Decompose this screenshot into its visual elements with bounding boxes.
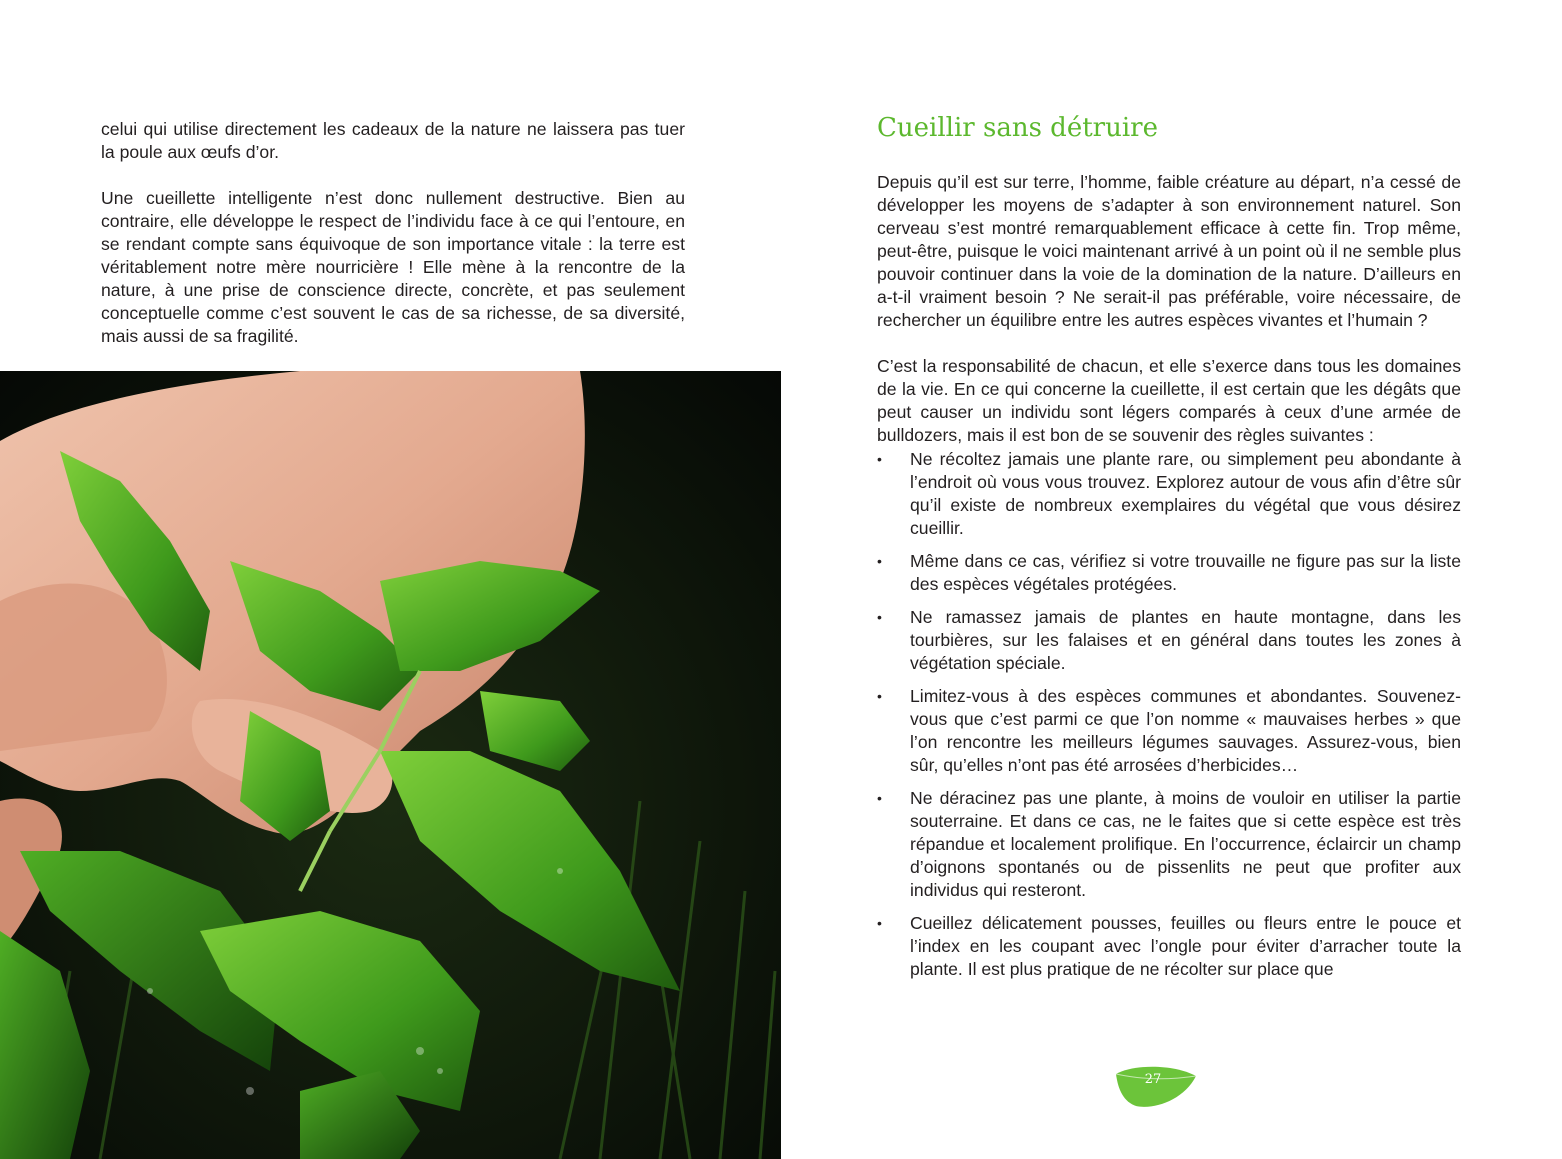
rule-item (877, 787, 1461, 902)
rule-text: Cueillez délicatement pousses, feuilles ou fleurs entre le pouce et l’index en les coupant avec l’ongle pour éviter d’arracher toute la plante. Il est plus pratique de ne récolter sur place que (910, 913, 1461, 979)
left-paragraph-1: celui qui utilise directement les cadeaux de la nature ne laissera pas tuer la poule aux œufs d’or. (101, 119, 685, 162)
leaf-icon (1114, 1064, 1198, 1110)
page-number: 27 (1144, 1072, 1162, 1087)
right-paragraph-2: C’est la responsabilité de chacun, et elle s’exerce dans tous les domaines de la vie. En ce qui concerne la cueillette, il est certain que les dégâts que peut causer un individu sont légers comparés à ceux d’une armée de bulldozers, mais il est bon de se souvenir des règles suivantes : (877, 356, 1461, 445)
rule-item (877, 685, 1461, 777)
bullet-icon: • (877, 790, 882, 806)
bullet-icon: • (877, 451, 882, 467)
rule-text: Limitez-vous à des espèces communes et abondantes. Souvenez-vous que c’est parmi ce que l’on nomme « mauvaises herbes » que l’on rencontre les meilleurs légumes sauvages. Assurez-vous, bien sûr, qu’elles n’ont pas été arrosées d’herbicides… (910, 686, 1461, 775)
section-heading: Cueillir sans détruire (877, 113, 1158, 143)
bullet-icon: • (877, 553, 882, 569)
left-paragraph-2: Une cueillette intelligente n’est donc nullement destructive. Bien au contraire, elle développe le respect de l’individu face à ce qui l’entoure, en se rendant compte sans équivoque de son importance vitale : la terre est véritablement notre mère nourricière ! Elle mène à la rencontre de la nature, à une prise de conscience directe, concrète, et pas seulement conceptuelle comme c’est souvent le cas de sa richesse, de sa diversité, mais aussi de sa fragilité. (101, 188, 685, 346)
rule-item (877, 550, 1461, 596)
bullet-icon: • (877, 688, 882, 704)
right-paragraph-1: Depuis qu’il est sur terre, l’homme, faible créature au départ, n’a cessé de développer les moyens de s’adapter à son environnement naturel. Son cerveau s’est montré remarquablement efficace à cette fin. Trop même, peut-être, puisque le voici maintenant arrivé à un point où il ne semble plus pouvoir continuer dans la voie de la domination de la nature. D’ailleurs en a-t-il vraiment besoin ? Ne serait-il pas préférable, voire nécessaire, de rechercher un équilibre entre les autres espèces vivantes et l’humain ? (877, 172, 1461, 330)
rule-text: Même dans ce cas, vérifiez si votre trouvaille ne figure pas sur la liste des espèces végétales protégées. (910, 551, 1461, 594)
bullet-icon: • (877, 915, 882, 931)
page-number-badge (1114, 1064, 1198, 1110)
rule-text: Ne ramassez jamais de plantes en haute montagne, dans les tourbières, sur les falaises et en général dans toutes les zones à végétation spéciale. (910, 607, 1461, 673)
bullet-icon: • (877, 609, 882, 625)
nettle-photo-illustration (0, 371, 781, 1159)
rule-item (877, 606, 1461, 675)
nettle-photo (0, 371, 781, 1159)
rule-item (877, 448, 1461, 540)
rules-list (877, 448, 1461, 981)
right-page-text (877, 112, 1461, 991)
left-page-text (101, 118, 685, 371)
rule-item (877, 912, 1461, 981)
rule-text: Ne déracinez pas une plante, à moins de vouloir en utiliser la partie souterraine. Et dans ce cas, ne le faites que si cette espèce est très répandue et localement prolifique. En l’occurrence, éclaircir un champ d’oignons spontanés ou de pissenlits ne peut que profiter aux individus qui resteront. (910, 788, 1461, 900)
rule-text: Ne récoltez jamais une plante rare, ou simplement peu abondante à l’endroit où vous vous trouvez. Explorez autour de vous afin d’être sûr qu’il existe de nombreux exemplaires du végétal que vous désirez cueillir. (910, 449, 1461, 538)
